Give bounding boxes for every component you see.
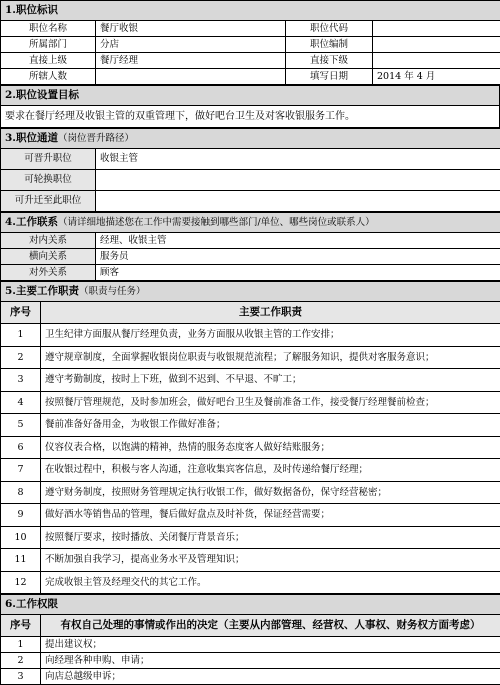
section-note: （请详细地描述您在工作中需要接触到哪些部门/单位、哪些岗位或联系人）	[58, 217, 375, 228]
authority-number: 2	[1, 653, 41, 669]
relation-row	[1, 249, 500, 265]
duty-text: 按照餐厅管理规范，及时参加班会，做好吧台卫生及餐前准备工作，接受餐厅经理餐前检查；	[41, 391, 500, 414]
relation-label: 对外关系	[1, 265, 96, 281]
column-header-no: 序号	[1, 302, 41, 324]
duty-number: 6	[1, 436, 41, 459]
column-header-duty: 主要工作职责	[41, 302, 500, 324]
field-value	[373, 53, 500, 69]
duty-row	[1, 481, 500, 504]
field-label: 职位代码	[286, 21, 373, 37]
path-label: 可升迁至此职位	[1, 191, 96, 212]
field-value: 2014 年 4 月	[373, 69, 500, 85]
relation-row	[1, 265, 500, 281]
authority-row	[1, 653, 500, 669]
relation-label: 对内关系	[1, 233, 96, 249]
column-header-no: 序号	[1, 615, 41, 637]
duty-text: 餐前准备好备用金，为收银工作做好准备；	[41, 414, 500, 437]
section-position-identity	[0, 0, 500, 85]
duty-number: 3	[1, 369, 41, 392]
duty-number: 5	[1, 414, 41, 437]
duty-number: 8	[1, 481, 41, 504]
duty-row	[1, 346, 500, 369]
relation-value: 服务员	[96, 249, 500, 265]
path-row	[1, 149, 500, 170]
goal-text: 要求在餐厅经理及收银主管的双重管理下，做好吧台卫生及对客收银服务工作。	[1, 106, 500, 128]
field-label: 职位名称	[1, 21, 96, 37]
duties-header-row	[1, 302, 500, 324]
duty-text: 遵守财务制度，按照财务管理规定执行收银工作，做好数据备份，保守经营秘密；	[41, 481, 500, 504]
authority-row	[1, 669, 500, 685]
duty-row	[1, 414, 500, 437]
duty-number: 1	[1, 324, 41, 347]
section-authority	[0, 594, 500, 685]
duty-text: 不断加强自我学习，提高业务水平及管理知识；	[41, 549, 500, 572]
section-title: 6.工作权限	[1, 595, 500, 615]
section-work-relations	[0, 212, 500, 281]
duty-row	[1, 549, 500, 572]
section-note: （岗位晋升路径）	[58, 133, 134, 144]
authority-row	[1, 637, 500, 653]
duty-text: 做好酒水等销售品的管理，餐后做好盘点及时补货，保证经营需要；	[41, 504, 500, 527]
identity-row	[1, 69, 500, 85]
duty-row	[1, 526, 500, 549]
duty-row	[1, 391, 500, 414]
duty-text: 按照餐厅要求，按时播放、关闭餐厅背景音乐；	[41, 526, 500, 549]
section-title: 2.职位设置目标	[1, 86, 500, 106]
duty-number: 4	[1, 391, 41, 414]
relation-value: 经理、收银主管	[96, 233, 500, 249]
field-value: 餐厅经理	[96, 53, 286, 69]
field-label: 所属部门	[1, 37, 96, 53]
section-career-path	[0, 128, 500, 212]
field-value	[373, 37, 500, 53]
path-value	[96, 191, 500, 212]
authority-header-row	[1, 615, 500, 637]
duty-text: 卫生纪律方面服从餐厅经理负责，业务方面服从收银主管的工作安排；	[41, 324, 500, 347]
section-title: 1.职位标识	[1, 1, 500, 21]
field-value: 餐厅收银	[96, 21, 286, 37]
section-note: （职责与任务）	[79, 286, 146, 297]
duty-number: 7	[1, 459, 41, 482]
section-title: 5.主要工作职责	[5, 285, 79, 297]
path-label: 可晋升职位	[1, 149, 96, 170]
authority-number: 3	[1, 669, 41, 685]
duty-row	[1, 324, 500, 347]
authority-text: 向店总越级申诉；	[41, 669, 500, 685]
path-row	[1, 170, 500, 191]
authority-text: 向经理各种申购、申请；	[41, 653, 500, 669]
duty-text: 遵守考勤制度，按时上下班，做到不迟到、不早退、不旷工；	[41, 369, 500, 392]
duty-number: 2	[1, 346, 41, 369]
field-label: 直接上级	[1, 53, 96, 69]
path-label: 可轮换职位	[1, 170, 96, 191]
duty-number: 10	[1, 526, 41, 549]
column-header-authority: 有权自己处理的事情或作出的决定（主要从内部管理、经营权、人事权、财务权方面考虑）	[41, 615, 500, 637]
relation-row	[1, 233, 500, 249]
authority-text: 提出建议权；	[41, 637, 500, 653]
duty-text: 仪容仪表合格，以饱满的精神，热情的服务态度客人做好结账服务；	[41, 436, 500, 459]
authority-number: 1	[1, 637, 41, 653]
duty-row	[1, 504, 500, 527]
duty-text: 遵守规章制度，全面掌握收银岗位职责与收银规范流程；了解服务知识，提供对客服务意识；	[41, 346, 500, 369]
path-row	[1, 191, 500, 212]
section-title: 3.职位通道	[5, 132, 58, 144]
field-value	[373, 21, 500, 37]
duty-text: 在收银过程中，积极与客人沟通，注意收集宾客信息，及时传递给餐厅经理；	[41, 459, 500, 482]
duty-text: 完成收银主管及经理交代的其它工作。	[41, 571, 500, 594]
duty-row	[1, 436, 500, 459]
path-value	[96, 170, 500, 191]
field-value: 分店	[96, 37, 286, 53]
field-label: 填写日期	[286, 69, 373, 85]
duty-number: 9	[1, 504, 41, 527]
section-title: 4.工作联系	[5, 216, 58, 228]
duty-row	[1, 459, 500, 482]
relation-label: 横向关系	[1, 249, 96, 265]
identity-row	[1, 21, 500, 37]
duty-row	[1, 369, 500, 392]
identity-row	[1, 53, 500, 69]
path-value: 收银主管	[96, 149, 500, 170]
field-label: 职位编制	[286, 37, 373, 53]
section-main-duties	[0, 281, 500, 594]
duty-number: 12	[1, 571, 41, 594]
relation-value: 顾客	[96, 265, 500, 281]
field-label: 直接下级	[286, 53, 373, 69]
section-position-goal	[0, 85, 500, 128]
field-value	[96, 69, 286, 85]
identity-row	[1, 37, 500, 53]
field-label: 所辖人数	[1, 69, 96, 85]
duty-row	[1, 571, 500, 594]
duty-number: 11	[1, 549, 41, 572]
